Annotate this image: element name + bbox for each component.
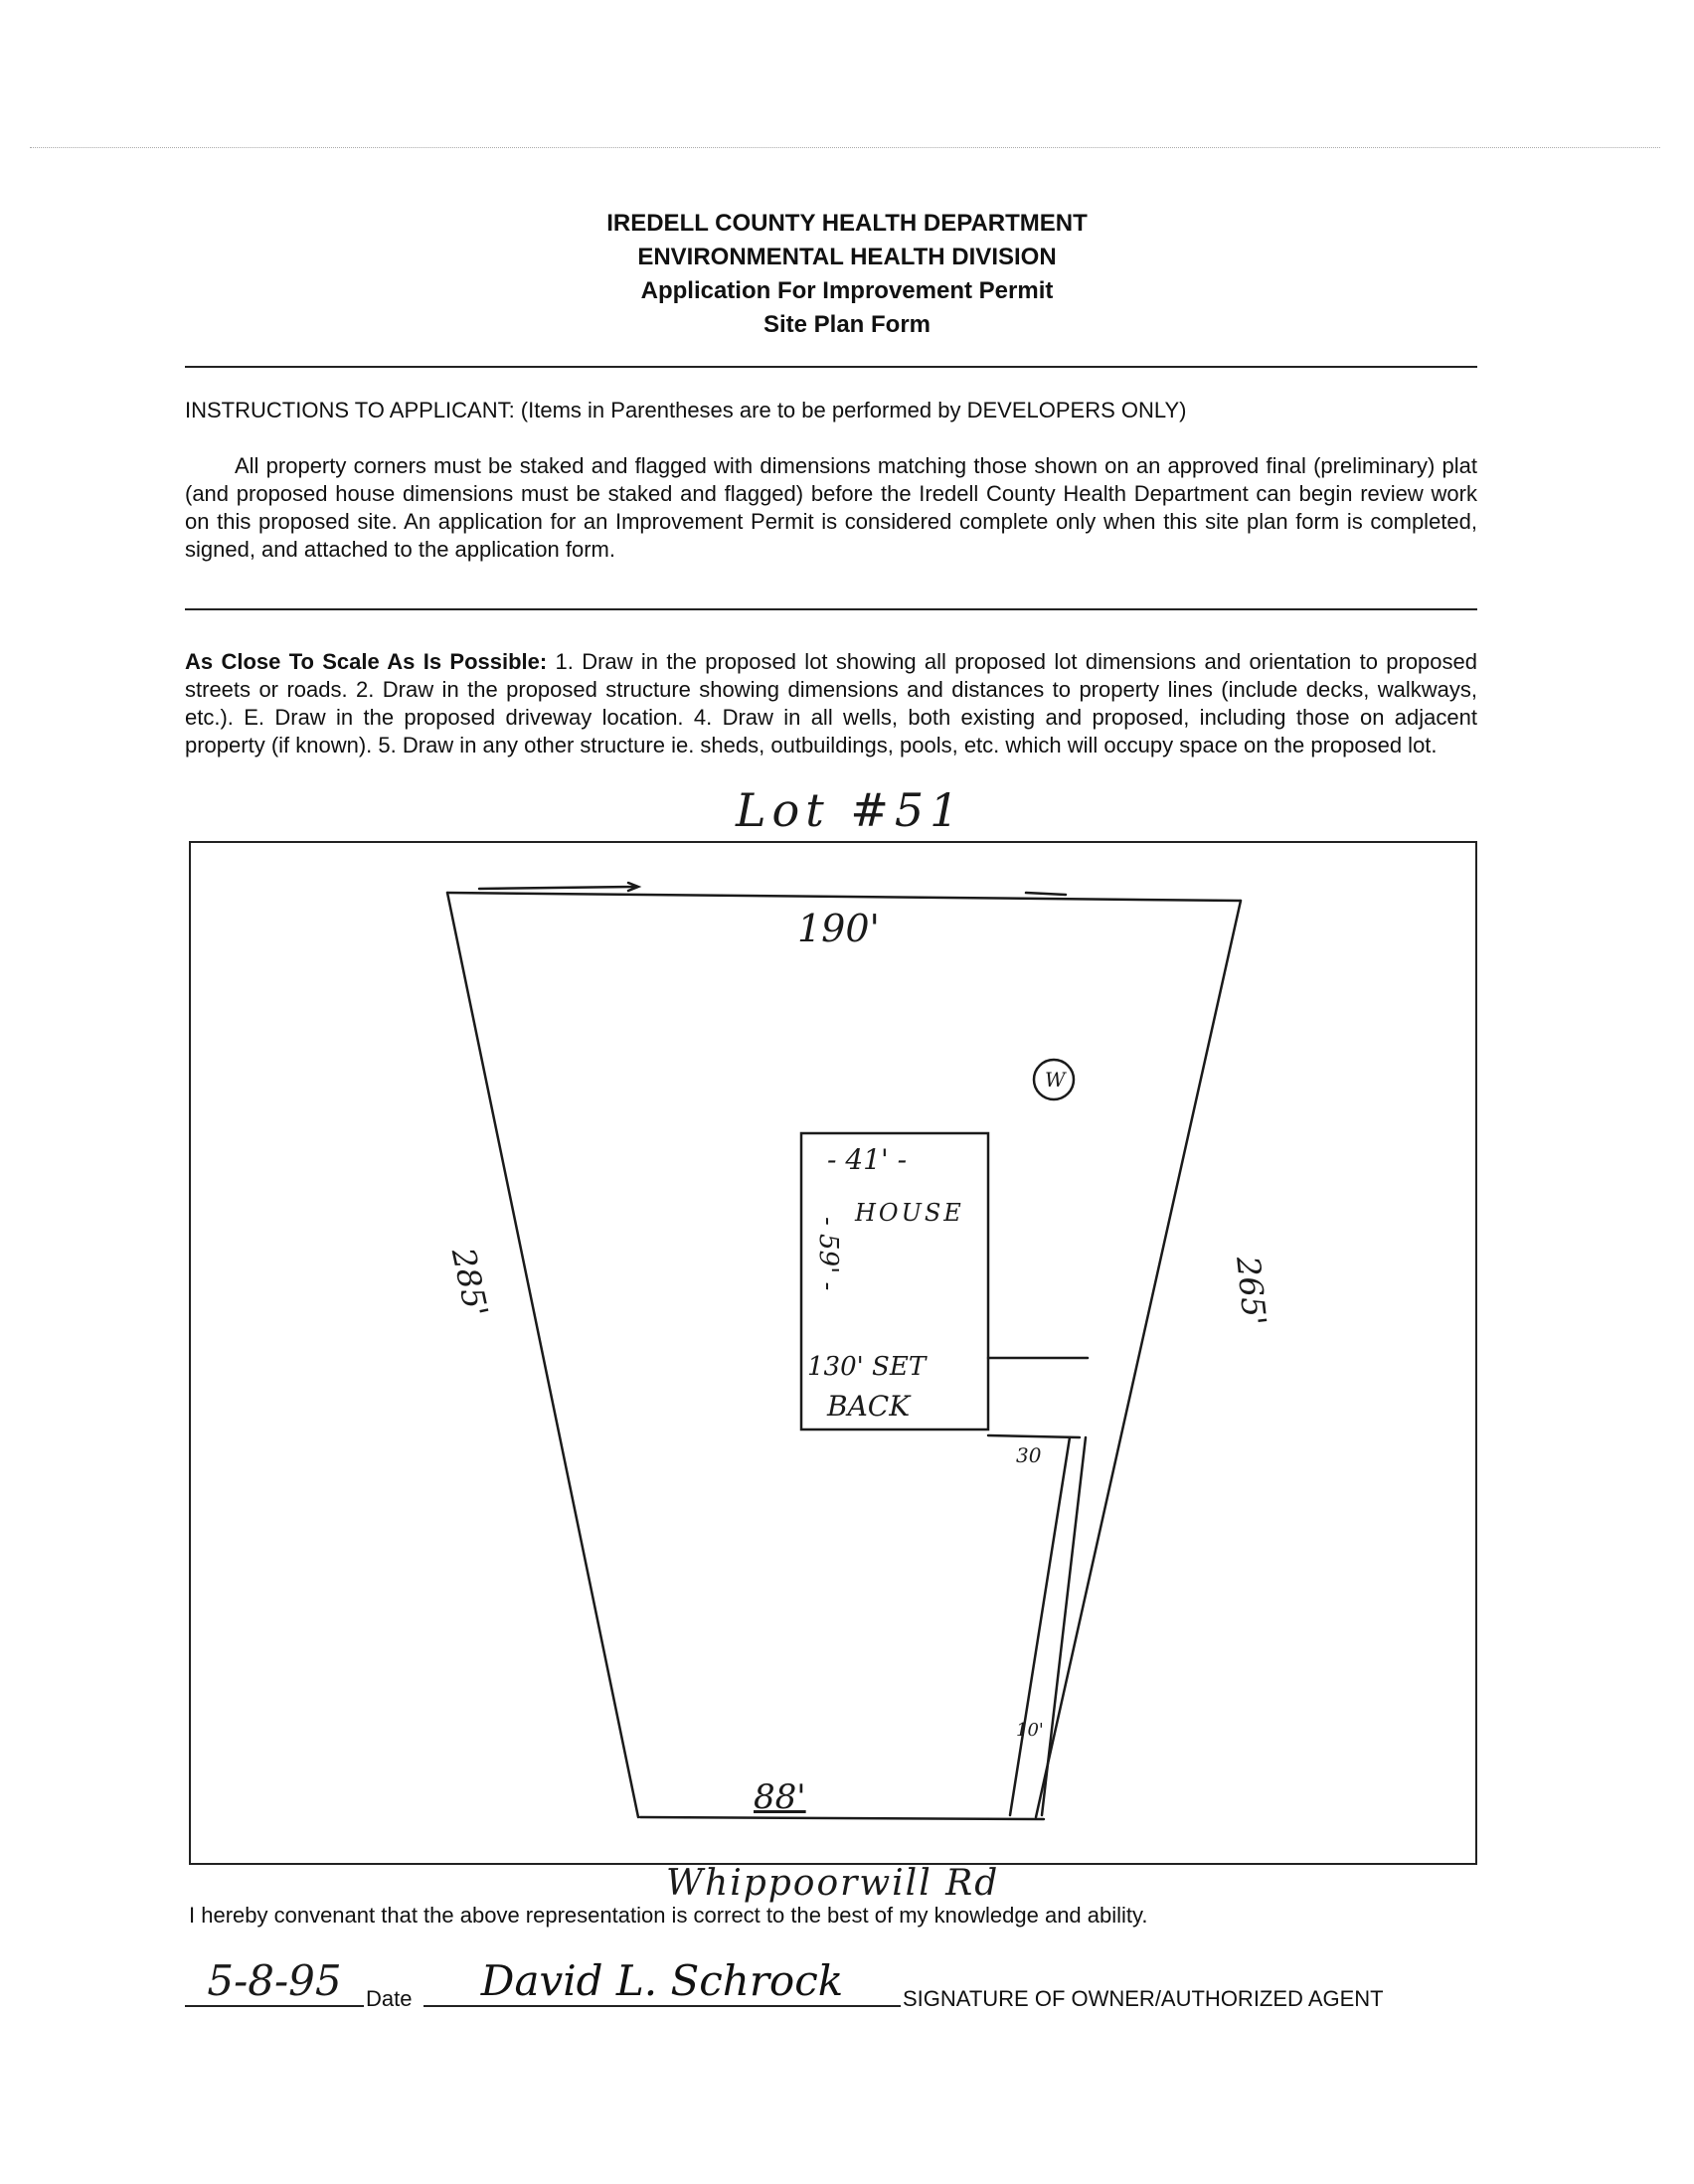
- top-arrow-right: [1026, 893, 1066, 895]
- header-line-2: ENVIRONMENTAL HEALTH DIVISION: [637, 244, 1057, 270]
- bottom-dimension: 88': [754, 1777, 806, 1817]
- signature-value: David L. Schrock: [424, 1956, 901, 2007]
- header-line-4: Site Plan Form: [762, 311, 932, 338]
- site-plan-box: [189, 841, 1477, 1865]
- house-depth: - 59' -: [813, 1217, 843, 1291]
- date-label: Date: [366, 1986, 413, 2011]
- lot-label: Lot #51: [736, 783, 965, 837]
- driveway-side: 10': [1016, 1720, 1044, 1741]
- setback-line-2: BACK: [827, 1390, 911, 1423]
- setback-line-1: 130' SET: [807, 1352, 927, 1382]
- driveway-top: [988, 1435, 1080, 1437]
- right-dimension: 265': [1229, 1255, 1274, 1328]
- lot-bottom-line: [640, 1817, 1044, 1819]
- instructions-paragraph: All property corners must be staked and flagged with dimensions matching those shown on an approved final (preliminary) plat (and proposed house dimensions must be staked and flagged) before the Iredell County Health Department can begin review work on this proposed site. An application for an Improvement Permit is considered complete only when this site plan form is completed, signed, and attached to the application form.: [185, 453, 1477, 562]
- lot-left-line: [447, 893, 638, 1817]
- signature-row: [185, 1956, 1497, 2016]
- header-line-3: Application For Improvement Permit: [640, 277, 1054, 304]
- header-line-1: IREDELL COUNTY HEALTH DEPARTMENT: [606, 210, 1088, 237]
- convenant-statement: I hereby convenant that the above representation is correct to the best of my knowledge and ability.: [189, 1903, 1148, 1928]
- road-name: Whippoorwill Rd: [666, 1863, 1000, 1904]
- house-label: HOUSE: [855, 1199, 964, 1227]
- top-arrow-left: [479, 883, 638, 891]
- instructions-title: INSTRUCTIONS TO APPLICANT: (Items in Parentheses are to be performed by DEVELOPERS ONLY): [185, 398, 1187, 422]
- scan-artifact-line: [30, 147, 1660, 148]
- left-dimension: 285': [443, 1245, 496, 1321]
- date-value: 5-8-95: [185, 1956, 364, 2007]
- divider-top: [185, 366, 1477, 368]
- scale-instructions: [185, 648, 1477, 759]
- scale-instructions-lead: As Close To Scale As Is Possible:: [185, 649, 548, 674]
- driveway-width: 30: [1016, 1443, 1042, 1467]
- well-symbol: W: [1045, 1068, 1066, 1092]
- top-dimension: 190': [797, 907, 880, 950]
- scale-instructions-text: 1. Draw in the proposed lot showing all proposed lot dimensions and orientation to proposed streets or roads. 2. Draw in the proposed structure showing dimensions and distances to property lines (include decks, walkways, etc.). E. Draw in the proposed driveway location. 4. Draw in all wells, both existing and proposed, including those on adjacent property (if known). 5. Draw in any other structure ie. sheds, outbuildings, pools, etc. which will occupy space on the proposed lot.: [185, 649, 1477, 757]
- signature-label: SIGNATURE OF OWNER/AUTHORIZED AGENT: [903, 1986, 1384, 2011]
- house-width: - 41' -: [827, 1143, 908, 1176]
- form-header: [0, 207, 1694, 342]
- divider-middle: [185, 608, 1477, 610]
- lot-top-line: [447, 893, 1241, 901]
- driveway-left: [1010, 1437, 1070, 1815]
